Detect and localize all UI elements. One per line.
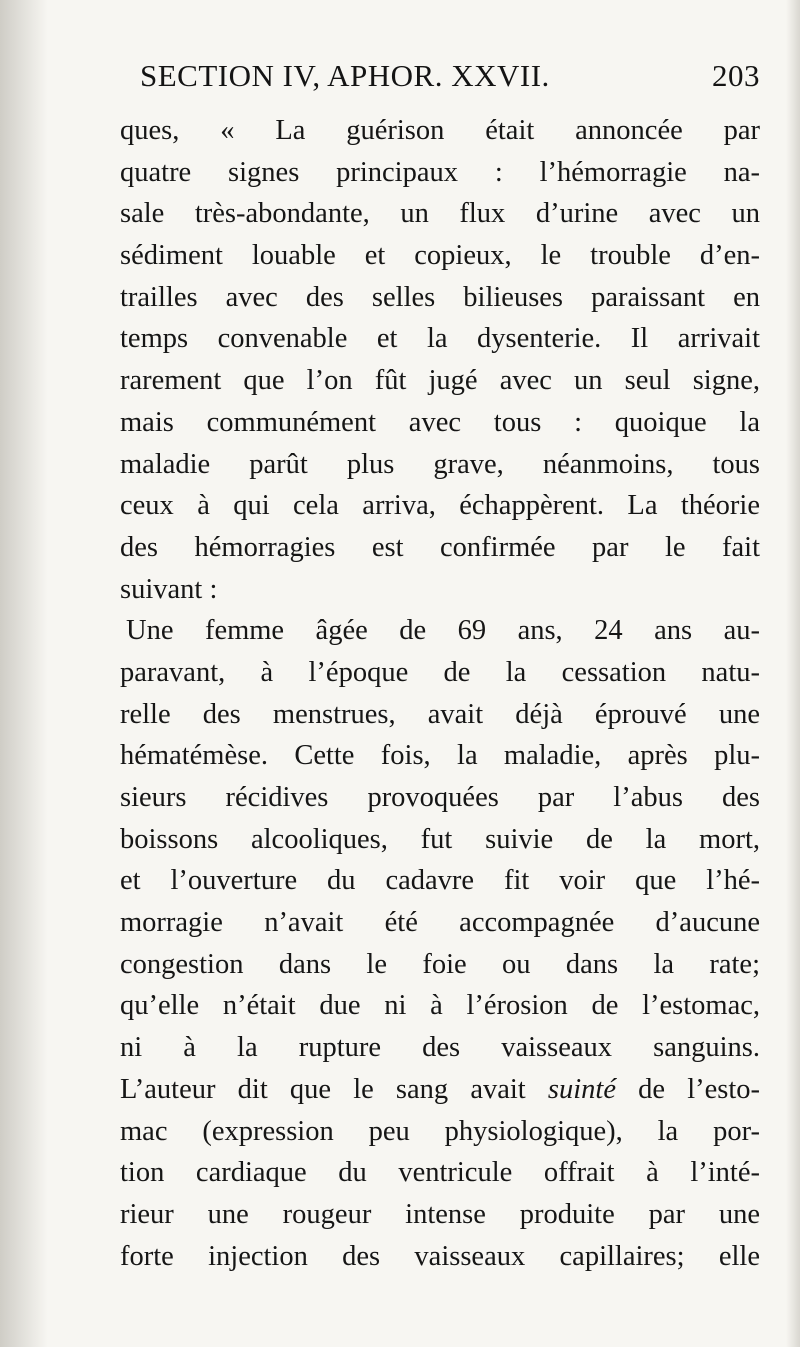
italic-word: suinté (547, 1073, 616, 1105)
text-line: maladie parût plus grave, néanmoins, tous (120, 448, 760, 480)
text-line: quatre signes principaux : l’hémorragie na- (120, 156, 760, 188)
text-line: ni à la rupture des vaisseaux sanguins. (120, 1032, 760, 1064)
text-line: forte injection des vaisseaux capillaires; elle (120, 1240, 760, 1272)
text-line: mac (expression peu physiologique), la por- (120, 1115, 760, 1147)
text-line: morragie n’avait été accompagnée d’aucune (120, 907, 760, 939)
running-head (140, 58, 760, 102)
text-line: temps convenable et la dysenterie. Il arrivait (120, 323, 760, 355)
text-line: mais communément avec tous : quoique la (120, 406, 760, 438)
text-segment: L’auteur dit que le sang avait (120, 1073, 526, 1105)
text-line: relle des menstrues, avait déjà éprouvé une (120, 698, 760, 730)
text-line-with-italic (120, 1069, 760, 1111)
text-line: congestion dans le foie ou dans la rate; (120, 948, 760, 980)
text-line: trailles avec des selles bilieuses paraissant en (120, 281, 760, 313)
page-number: 203 (712, 58, 760, 93)
text-line: qu’elle n’était due ni à l’érosion de l’estomac, (120, 990, 760, 1022)
text-line: rarement que l’on fût jugé avec un seul signe, (120, 365, 760, 397)
text-line: sale très-abondante, un flux d’urine avec un (120, 198, 760, 230)
text-line: ceux à qui cela arriva, échappèrent. La théorie (120, 490, 760, 522)
text-line: boissons alcooliques, fut suivie de la mort, (120, 823, 760, 855)
text-line: suivant : (120, 573, 218, 605)
text-line: rieur une rougeur intense produite par une (120, 1198, 760, 1230)
text-line: tion cardiaque du ventricule offrait à l’inté- (120, 1157, 760, 1189)
text-segment: de l’esto- (638, 1073, 761, 1105)
text-line: ques, « La guérison était annoncée par (120, 115, 760, 146)
page-gutter-shadow (0, 0, 48, 1347)
running-head-title: SECTION IV, APHOR. XXVII. (140, 58, 550, 93)
text-line: sédiment louable et copieux, le trouble d’en- (120, 240, 760, 272)
page-edge-shadow (786, 0, 800, 1347)
text-line: paravant, à l’époque de la cessation natu- (120, 656, 760, 688)
text-line: hématémèse. Cette fois, la maladie, après plu- (120, 740, 760, 772)
paragraph-start-line: Une femme âgée de 69 ans, 24 ans au- (126, 615, 760, 647)
text-line: des hémorragies est confirmée par le fait (120, 531, 760, 563)
text-line: sieurs récidives provoquées par l’abus des (120, 782, 760, 813)
text-line: et l’ouverture du cadavre fit voir que l’hé- (120, 865, 760, 897)
body-text (120, 110, 760, 1277)
